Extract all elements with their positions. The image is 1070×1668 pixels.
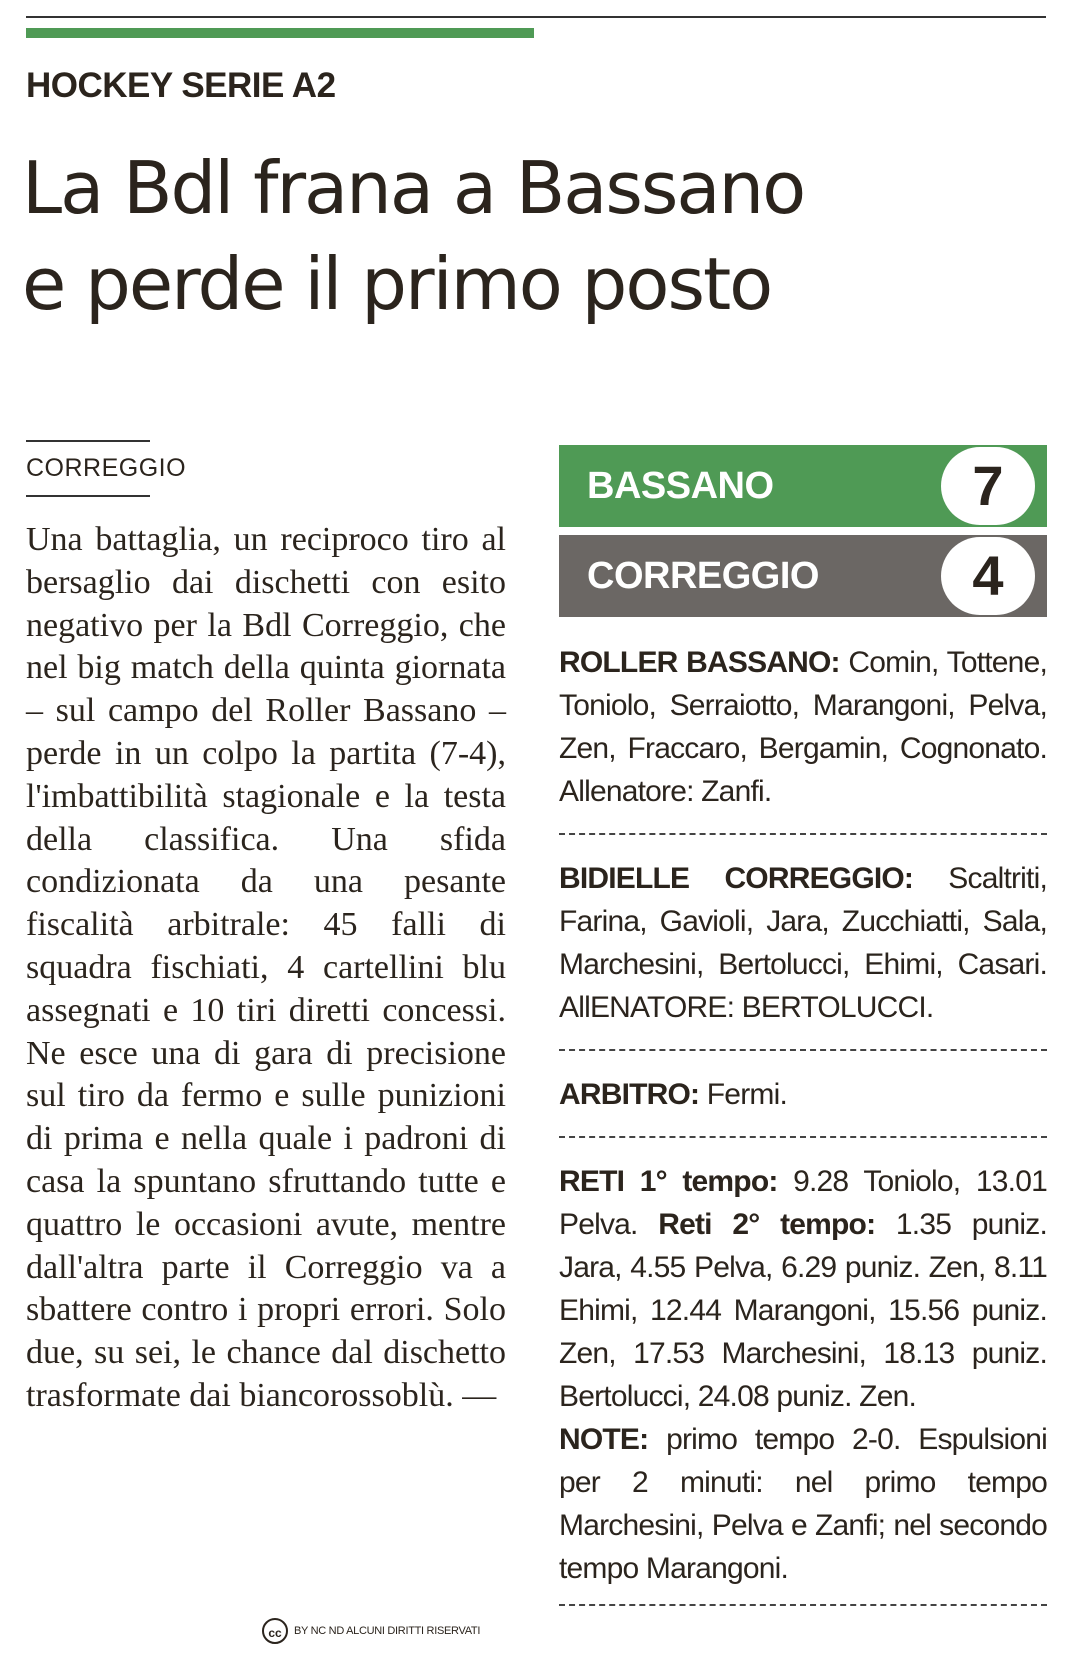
home-lineup-players: Comin, Tottene, Toniolo, Serraiotto, Marangoni, Pelva, Zen, Fraccaro, Bergamin, Cognonato. Allenatore: Zanfi. [559, 646, 1047, 808]
goals-second-half: 1.35 puniz. Jara, 4.55 Pelva, 6.29 puniz. Zen, 8.11 Ehimi, 12.44 Marangoni, 15.56 puniz. Zen, 17.53 Marchesini, 18.13 puniz. Bertolucci, 24.08 puniz. Zen. [559, 1208, 1047, 1413]
dateline-rule-top [26, 440, 150, 442]
home-team-score: 7 [941, 447, 1035, 525]
away-team-score: 4 [941, 537, 1035, 615]
copyright-text: BY NC ND ALCUNI DIRITTI RISERVATI [294, 1625, 481, 1637]
away-lineup-label: BIDIELLE CORREGGIO: [559, 862, 914, 895]
section-color-bar [26, 28, 534, 38]
divider [559, 1049, 1047, 1051]
referee-name: Fermi. [699, 1078, 787, 1111]
dateline: CORREGGIO [26, 454, 187, 482]
headline-line-1: La Bdl frana a Bassano [22, 146, 805, 230]
score-row-away [559, 535, 1047, 617]
referee [559, 1073, 1047, 1116]
article-column [26, 440, 506, 1418]
away-lineup-players: Scaltriti, Farina, Gavioli, Jara, Zucchiatti, Sala, Marchesini, Bertolucci, Ehimi, Casari. AllENATORE: BERTOLUCCI. [559, 862, 1047, 1024]
section-kicker: HOCKEY SERIE A2 [26, 66, 336, 105]
away-team-name: CORREGGIO [559, 535, 1047, 617]
notes [559, 1418, 1047, 1590]
goals-first-half-label: RETI 1° tempo: [559, 1165, 778, 1198]
top-rule [26, 16, 1046, 18]
copyright-notice [262, 1618, 480, 1644]
article-body: Una battaglia, un reciproco tiro al bersaglio dai dischetti con esito negativo per la Bdl Correggio, che nel big match della quinta giornata – sul campo del Roller Bassano – perde in un colpo la partita (7-4), l'imbattibilità stagionale e la testa della classifica. Una sfida condizionata da una pesante fiscalità arbitrale: 45 falli di squadra fischiati, 4 cartellini blu assegnati e 10 tiri diretti concessi. Ne esce una di gara di precisione sul tiro da fermo e sulle punizioni di prima e nella quale i padroni di casa la spuntano sfruttando tutte e quattro le occasioni avute, mentre dall'altra parte il Correggio va a sbattere contro i propri errori. Solo due, su sei, le chance dal dischetto trasformate dai biancorossoblù. — [26, 521, 506, 1414]
home-lineup [559, 641, 1047, 813]
goals-second-half-label: Reti 2° tempo: [658, 1208, 876, 1241]
dateline-rule-bottom [26, 495, 150, 497]
notes-text: primo tempo 2-0. Espulsioni per 2 minuti: nel primo tempo Marchesini, Pelva e Zanfi; nel secondo tempo Marangoni. [559, 1423, 1047, 1585]
referee-label: ARBITRO: [559, 1078, 700, 1111]
match-sidebar [559, 445, 1047, 1628]
headline-line-2: e perde il primo posto [22, 242, 772, 326]
away-lineup [559, 857, 1047, 1029]
divider [559, 1604, 1047, 1606]
goals [559, 1160, 1047, 1418]
divider [559, 833, 1047, 835]
home-team-name: BASSANO [559, 445, 1047, 527]
headline [22, 140, 1022, 332]
score-row-home [559, 445, 1047, 527]
creative-commons-icon: cc [262, 1618, 288, 1644]
home-lineup-label: ROLLER BASSANO: [559, 646, 840, 679]
divider [559, 1136, 1047, 1138]
notes-label: NOTE: [559, 1423, 649, 1456]
goals-first-half: 9.28 Toniolo, 13.01 Pelva. [559, 1165, 1047, 1241]
